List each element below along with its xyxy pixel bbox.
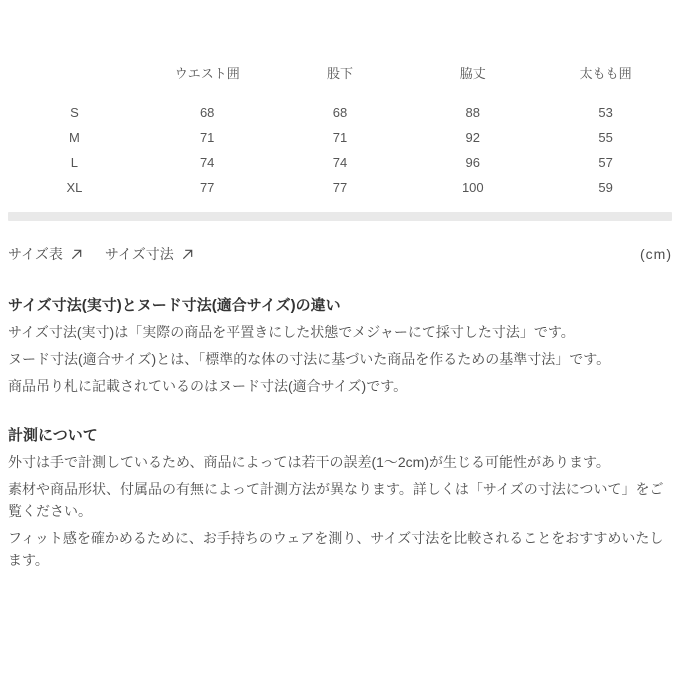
section-paragraph: フィット感を確かめるために、お手持ちのウェアを測り、サイズ寸法を比較されることをおすすめいたします。 xyxy=(8,530,664,568)
arrow-up-right-icon xyxy=(70,248,83,261)
value-cell: 55 xyxy=(598,130,613,145)
column-header-inseam: 股下 xyxy=(326,66,353,81)
size-column-header xyxy=(8,66,141,100)
value-cell: 59 xyxy=(598,180,613,195)
value-cell: 74 xyxy=(332,155,348,170)
size-measurements-link-label: サイズ寸法 xyxy=(104,246,174,262)
size-cell: XL xyxy=(66,180,83,195)
column-header-side-length: 脇丈 xyxy=(459,66,486,81)
table-header-row xyxy=(8,66,672,100)
section-measurement-notes xyxy=(8,425,672,571)
value-cell: 92 xyxy=(465,130,481,145)
section-paragraph: 商品吊り札に記載されているのはヌード寸法(適合サイズ)です。 xyxy=(8,378,408,394)
link-row xyxy=(8,245,672,263)
horizontal-scrollbar-track xyxy=(8,212,672,221)
table-row xyxy=(8,125,672,150)
section-heading: 計測について xyxy=(8,427,98,444)
value-cell: 57 xyxy=(598,155,613,170)
section-paragraph: ヌード寸法(適合サイズ)とは、「標準的な体の寸法に基づいた商品を作るための基準寸法」です。 xyxy=(8,351,611,367)
size-cell: S xyxy=(70,105,79,120)
table-row xyxy=(8,175,672,200)
value-cell: 68 xyxy=(332,105,348,120)
value-cell: 68 xyxy=(199,105,215,120)
value-cell: 77 xyxy=(332,180,348,195)
value-cell: 88 xyxy=(465,105,481,120)
column-header-waist: ウエスト囲 xyxy=(174,66,240,81)
table-row xyxy=(8,150,672,175)
section-paragraph: サイズ寸法(実寸)は「実際の商品を平置きにした状態でメジャーにて採寸した寸法」です。 xyxy=(8,324,575,340)
value-cell: 71 xyxy=(199,130,215,145)
size-chart-link[interactable] xyxy=(8,244,83,264)
value-cell: 96 xyxy=(465,155,481,170)
section-size-definitions xyxy=(8,295,672,397)
size-measurements-link[interactable] xyxy=(105,244,194,264)
section-paragraph: 素材や商品形状、付属品の有無によって計測方法が異なります。詳しくは「サイズの寸法について」をご覧ください。 xyxy=(8,481,664,519)
size-cell: M xyxy=(68,130,80,145)
section-heading: サイズ寸法(実寸)とヌード寸法(適合サイズ)の違い xyxy=(8,297,341,314)
value-cell: 53 xyxy=(598,105,613,120)
section-paragraph: 外寸は手で計測しているため、商品によっては若干の誤差(1〜2cm)が生じる可能性があります。 xyxy=(8,454,610,470)
size-table xyxy=(8,66,672,200)
value-cell: 77 xyxy=(199,180,215,195)
size-chart-link-label: サイズ表 xyxy=(8,246,63,262)
column-header-thigh: 太もも囲 xyxy=(579,66,632,81)
value-cell: 100 xyxy=(461,180,484,195)
value-cell: 74 xyxy=(199,155,215,170)
value-cell: 71 xyxy=(332,130,348,145)
table-row xyxy=(8,100,672,125)
size-cell: L xyxy=(70,155,79,170)
arrow-up-right-icon xyxy=(181,248,194,261)
unit-label: (cm) xyxy=(640,246,672,262)
